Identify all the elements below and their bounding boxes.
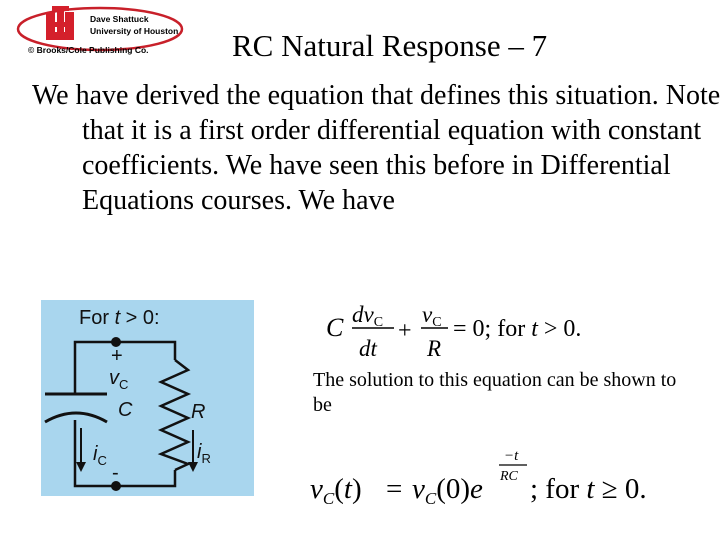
eq1-rhs: = 0; for t > 0. <box>453 316 582 342</box>
circuit-background <box>41 300 254 496</box>
rc-circuit-diagram <box>41 300 254 496</box>
eq1-denominator-2: R <box>427 336 442 361</box>
resistor-current-label: $i_R$ <box>197 441 211 466</box>
eq2-exponent-numerator: −t <box>504 448 519 464</box>
eq2-equals: = <box>386 473 403 505</box>
eq2-condition: ; for t ≥ 0. <box>530 473 647 505</box>
plus-sign: + <box>111 345 123 367</box>
eq1-numerator-1: dvC <box>352 302 384 330</box>
capacitor-label: C <box>118 399 133 421</box>
logo-institution: University of Houston <box>90 26 179 36</box>
eq2-lhs: $v_C(t)$ <box>310 473 362 508</box>
circuit-condition: For t > 0: <box>79 307 160 329</box>
eq2-exponent-denominator: RC <box>500 469 518 484</box>
capacitor-current-label: $i_C$ <box>93 443 107 468</box>
eq1-denominator-1: dt <box>359 336 377 361</box>
logo-author: Dave Shattuck <box>90 14 149 24</box>
solution-description: The solution to this equation can be shown to be <box>313 369 677 416</box>
eq1-numerator-2: vC <box>422 302 442 330</box>
resistor-label: R <box>191 401 206 423</box>
eq1-capacitance: C <box>326 313 344 342</box>
eq2-rhs: $v_C(0)e$ <box>412 473 483 508</box>
slide-title: RC Natural Response – 7 <box>232 28 548 63</box>
university-logo <box>6 2 186 60</box>
differential-equation <box>322 296 612 362</box>
minus-sign: - <box>112 462 119 484</box>
capacitor-voltage-label: $v_C$ <box>109 367 129 392</box>
body-paragraph: We have derived the equation that defines this situation. Note that it is a first order differential equation with constant coefficients. We have seen this before in Differential Equations courses. We have <box>32 80 720 216</box>
logo-copyright: © Brooks/Cole Publishing Co. <box>28 45 149 55</box>
solution-equation <box>308 446 688 514</box>
eq1-plus: + <box>398 318 412 344</box>
